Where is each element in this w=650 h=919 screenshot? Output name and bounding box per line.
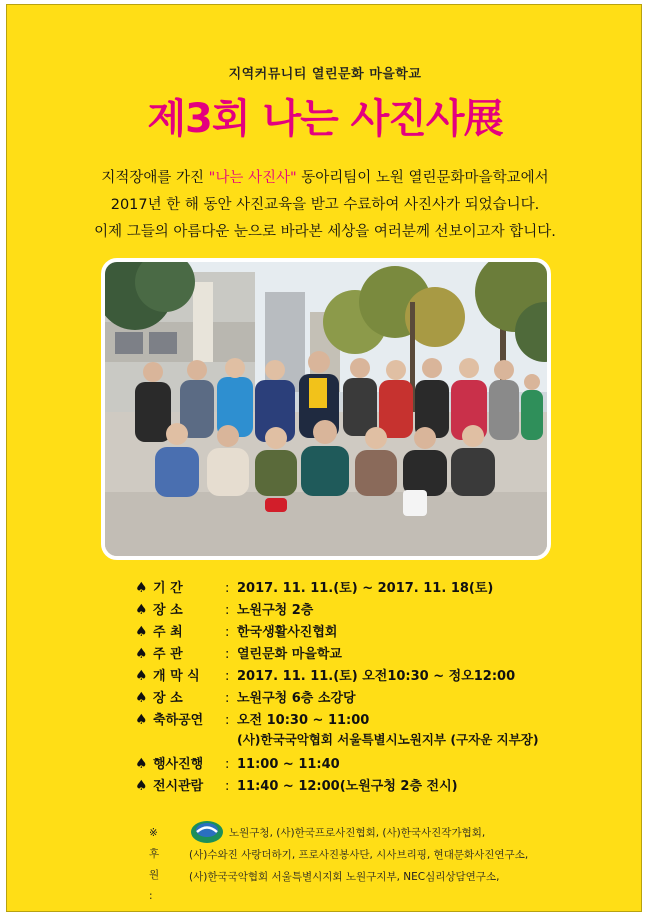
spade-icon: ♠	[135, 668, 148, 684]
poster	[6, 4, 642, 912]
detail-row-opening	[135, 665, 515, 687]
intro-line-1	[7, 165, 643, 192]
detail-value: 오전 10:30 ~ 11:00	[237, 713, 370, 728]
detail-label: 행사진행	[153, 757, 204, 772]
detail-colon: :	[225, 647, 230, 662]
group-photo-illustration	[105, 262, 547, 556]
detail-colon: :	[225, 691, 230, 706]
detail-value: 2017. 11. 11.(토) ~ 2017. 11. 18(토)	[237, 581, 494, 596]
spade-icon: ♠	[135, 602, 148, 618]
event-title: 제3회 나는 사진사展	[147, 96, 503, 142]
spade-icon: ♠	[135, 646, 148, 662]
detail-label: 주 최	[153, 625, 183, 640]
detail-value: 노원구청 6층 소강당	[237, 691, 356, 706]
detail-row-viewing	[135, 775, 515, 797]
intro-line-3: 이제 그들의 아름다운 눈으로 바라본 세상을 여러분께 선보이고자 합니다.	[94, 224, 556, 240]
detail-value: 한국생활사진협회	[237, 625, 338, 640]
sponsors-line-1: 노원구청, (사)한국프로사진협회, (사)한국사진작가협회,	[229, 827, 486, 839]
spade-icon: ♠	[135, 712, 148, 728]
spade-icon: ♠	[135, 690, 148, 706]
detail-row-opening-venue	[135, 687, 515, 709]
detail-value: 2017. 11. 11.(토) 오전10:30 ~ 정오12:00	[237, 669, 516, 684]
detail-colon: :	[225, 779, 230, 794]
detail-label: 장 소	[153, 691, 183, 706]
detail-label: 개 막 식	[153, 669, 200, 684]
detail-label: 축하공연	[153, 713, 204, 728]
detail-row-organizer	[135, 643, 515, 665]
detail-colon: :	[225, 713, 230, 728]
detail-colon: :	[225, 625, 230, 640]
detail-value: 노원구청 2층	[237, 603, 314, 618]
detail-row-venue	[135, 599, 515, 621]
spade-icon: ♠	[135, 580, 148, 596]
group-name-highlight: "나는 사진사"	[208, 170, 297, 186]
performance-performer: (사)한국국악협회 서울특별시노원지부 (구자운 지부장)	[237, 732, 539, 747]
detail-colon: :	[225, 603, 230, 618]
detail-label: 기 간	[153, 581, 183, 596]
spade-icon: ♠	[135, 756, 148, 772]
intro-line-2: 2017년 한 해 동안 사진교육을 받고 수료하여 사진사가 되었습니다.	[110, 197, 540, 213]
detail-row-performance	[135, 709, 539, 753]
detail-row-period	[135, 577, 515, 599]
intro-line-1-pre: 지적장애를 가진	[101, 170, 209, 186]
nowon-logo-icon	[189, 819, 225, 845]
sponsors-label: ※ 후원 :	[149, 827, 160, 902]
group-photo	[101, 258, 551, 560]
detail-value: 11:40 ~ 12:00(노원구청 2층 전시)	[237, 779, 458, 794]
event-details	[135, 577, 539, 797]
intro-text	[7, 165, 643, 246]
detail-value: 열린문화 마을학교	[237, 647, 342, 662]
event-subtitle: 지역커뮤니티 열린문화 마을학교	[228, 67, 422, 82]
detail-label: 전시관람	[153, 779, 204, 794]
detail-colon: :	[225, 581, 230, 596]
detail-row-progress	[135, 753, 515, 775]
spade-icon: ♠	[135, 624, 148, 640]
sponsors-line-2: (사)수와진 사랑더하기, 프로사진봉사단, 시사브리핑, 현대문화사진연구소,	[189, 849, 529, 861]
detail-label: 장 소	[153, 603, 183, 618]
sponsors-line-3: (사)한국국악협회 서울특별시지회 노원구지부, NEC심리상담연구소,	[189, 871, 500, 883]
detail-row-host	[135, 621, 515, 643]
detail-colon: :	[225, 757, 230, 772]
detail-label: 주 관	[153, 647, 183, 662]
detail-value: 11:00 ~ 11:40	[237, 757, 340, 772]
intro-line-1-post: 동아리팀이 노원 열린문화마을학교에서	[296, 170, 549, 186]
detail-colon: :	[225, 669, 230, 684]
spade-icon: ♠	[135, 778, 148, 794]
